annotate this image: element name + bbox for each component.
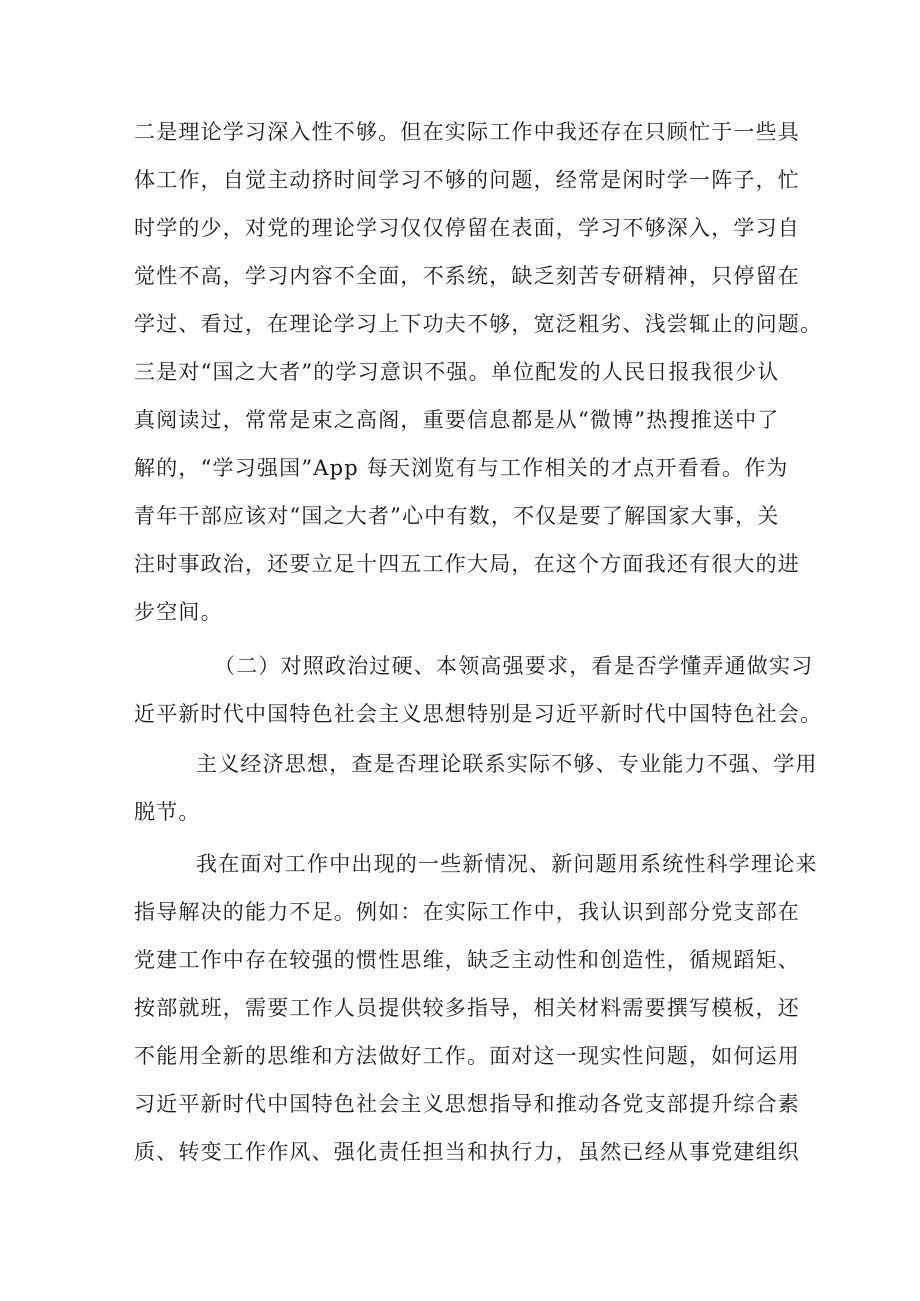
text-line-10: 注时事政治，还要立足十四五工作大局，在这个方面我还有很大的进	[134, 552, 800, 576]
text-line-15: 脱节。	[134, 800, 201, 824]
section-heading-line-2: 近平新时代中国特色社会主义思想特别是习近平新时代中国特色社会。	[134, 702, 823, 726]
text-line-17: 指导解决的能力不足。例如：在实际工作中，我认识到部分党支部在	[134, 900, 800, 924]
text-line-16: 我在面对工作中出现的一些新情况、新问题用系统性科学理论来	[196, 852, 818, 876]
text-line-9: 青年干部应该对“国之大者”心中有数，不仅是要了解国家大事，关	[134, 504, 780, 528]
section-heading-line-1: （二）对照政治过硬、本领高强要求，看是否学懂弄通做实习	[214, 654, 814, 678]
text-line-3: 时学的少，对党的理论学习仅仅停留在表面，学习不够深入，学习自	[134, 216, 800, 240]
text-line-20: 不能用全新的思维和方法做好工作。面对这一现实性问题，如何运用	[134, 1044, 800, 1068]
text-line-5: 学过、看过，在理论学习上下功夫不够，宽泛粗劣、浅尝辄止的问题。	[134, 312, 823, 336]
text-line-4: 觉性不高，学习内容不全面，不系统，缺乏刻苦专研精神，只停留在	[134, 264, 800, 288]
text-line-22: 质、转变工作作风、强化责任担当和执行力，虽然已经从事党建组织	[134, 1140, 800, 1164]
text-line-8: 解的，“学习强国”App 每天浏览有与工作相关的才点开看看。作为	[134, 456, 789, 480]
text-line-11: 步空间。	[134, 600, 223, 624]
text-line-1: 二是理论学习深入性不够。但在实际工作中我还存在只顾忙于一些具	[134, 120, 800, 144]
text-line-6: 三是对“国之大者”的学习意识不强。单位配发的人民日报我很少认	[134, 360, 780, 384]
text-line-2: 体工作，自觉主动挤时间学习不够的问题，经常是闲时学一阵子，忙	[134, 168, 800, 192]
text-line-7: 真阅读过，常常是束之高阁，重要信息都是从“微博”热搜推送中了	[134, 408, 780, 432]
text-line-14: 主义经济思想，查是否理论联系实际不够、专业能力不强、学用	[196, 752, 818, 776]
text-line-21: 习近平新时代中国特色社会主义思想指导和推动各党支部提升综合素	[134, 1092, 800, 1116]
text-line-19: 按部就班，需要工作人员提供较多指导，相关材料需要撰写模板，还	[134, 996, 800, 1020]
text-line-18: 党建工作中存在较强的惯性思维，缺乏主动性和创造性，循规蹈矩、	[134, 948, 800, 972]
